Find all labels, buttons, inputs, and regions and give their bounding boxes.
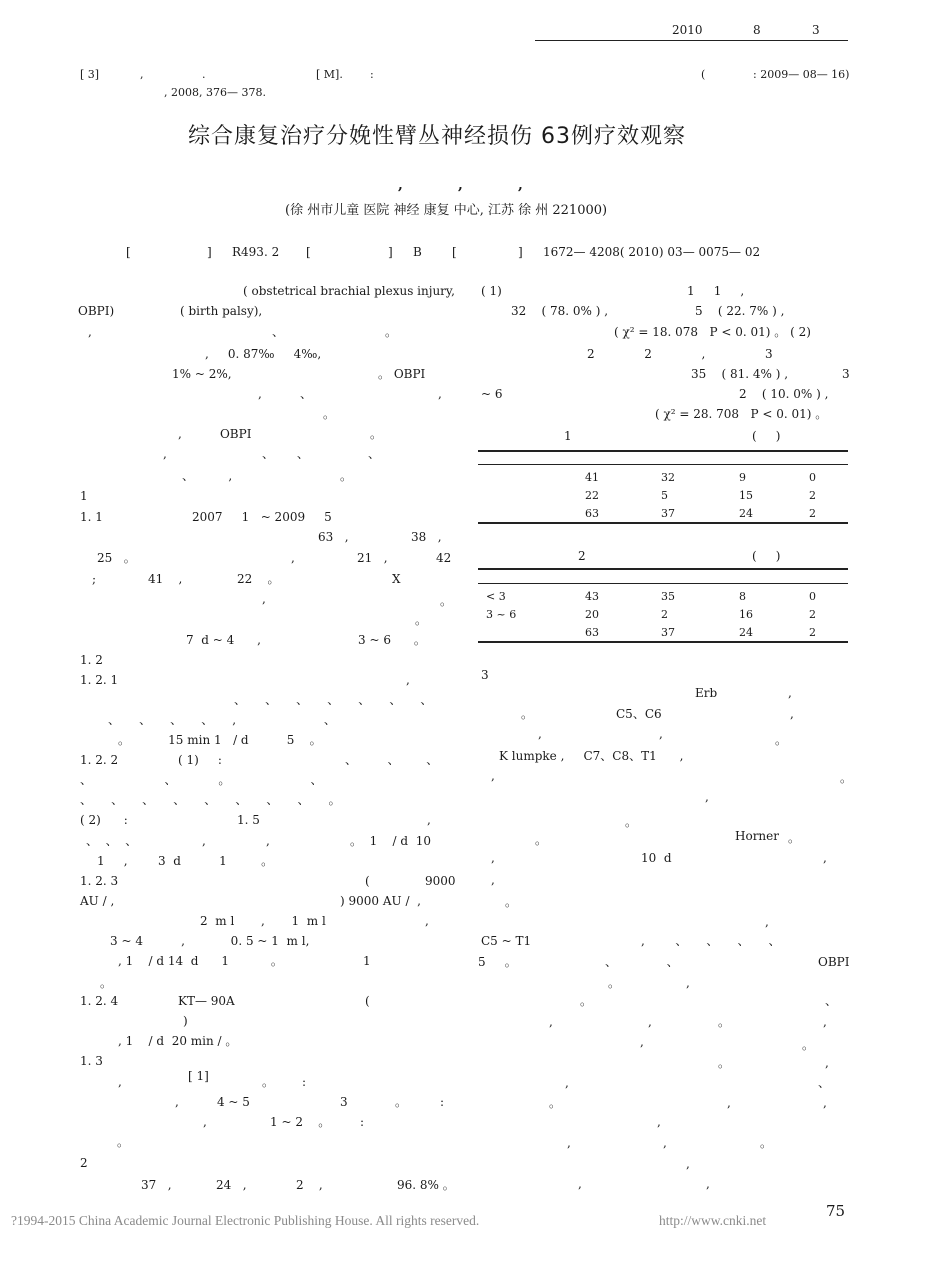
text-fragment: 。 15 min 1 / d 5 。 <box>118 733 322 747</box>
text-fragment: 1. 5 <box>237 813 260 827</box>
text-fragment: C5 ~ T1 <box>481 934 532 948</box>
table-cell: 63 <box>585 507 599 520</box>
text-fragment: 。 <box>415 613 428 627</box>
reference-colon: : <box>370 68 374 81</box>
header-volume: 8 <box>753 23 761 37</box>
text-fragment: , <box>657 1115 661 1129</box>
text-fragment: ~ 6 <box>481 387 503 401</box>
text-fragment: , <box>491 769 495 783</box>
text-fragment: Erb <box>695 686 718 700</box>
header-year: 2010 <box>672 23 703 37</box>
text-fragment: 。 OBPI <box>378 367 426 381</box>
text-fragment: 1 , 3 d 1 。 <box>97 854 274 868</box>
table-cell: 37 <box>661 507 675 520</box>
text-fragment: C5、C6 <box>616 707 662 721</box>
text-fragment: 10 d <box>641 851 672 865</box>
text-fragment: 。 <box>440 594 453 608</box>
table-cell: 8 <box>739 590 746 603</box>
text-fragment: ( 1) : <box>178 753 222 767</box>
text-fragment: 。 <box>760 1136 773 1150</box>
text-fragment: 。 <box>323 407 336 421</box>
text-fragment: 。 <box>549 1096 562 1110</box>
text-fragment: , <box>202 834 206 848</box>
article-title: 综合康复治疗分娩性臂丛神经损伤 63例疗效观察 <box>188 124 686 149</box>
doc-code-bracket-open: [ <box>306 245 311 259</box>
text-fragment: 41 , <box>148 572 183 586</box>
text-fragment: 22 。 <box>237 572 280 586</box>
text-fragment: 、 <box>272 325 285 339</box>
text-fragment: , <box>438 387 442 401</box>
text-fragment: , <box>765 915 769 929</box>
text-fragment: : <box>302 1075 307 1089</box>
text-fragment: 。 <box>100 976 113 990</box>
table-cell: 0 <box>809 590 816 603</box>
text-fragment: , 0. 87‰ 4‰, <box>205 347 322 361</box>
text-fragment: 1. 2 <box>80 653 103 667</box>
text-fragment: Horner <box>735 829 779 843</box>
text-fragment: 1 ~ 2 。 <box>270 1115 331 1129</box>
text-fragment: 。 <box>625 815 638 829</box>
text-fragment: 3 ~ 6 。 <box>358 633 426 647</box>
text-fragment: , <box>565 1076 569 1090</box>
author-separator-3: , <box>518 177 523 193</box>
received-date: : 2009— 08— 16) <box>753 68 850 81</box>
text-fragment: , <box>291 551 295 565</box>
table-1-top-rule <box>478 450 848 452</box>
table-cell: 20 <box>585 608 599 621</box>
table-cell: 32 <box>661 471 675 484</box>
text-fragment: 。 <box>718 1015 731 1029</box>
table-1-number: 1 <box>564 429 572 443</box>
article-id-bracket-open: [ <box>452 245 457 259</box>
text-fragment: 5 。 <box>478 955 517 969</box>
text-fragment: 。 <box>608 976 621 990</box>
text-fragment: 3 <box>340 1095 348 1109</box>
table-2-unit: ( ) <box>752 549 781 563</box>
text-fragment: 1 <box>80 489 88 503</box>
table-cell: 2 <box>809 608 816 621</box>
text-fragment: , <box>823 851 827 865</box>
affiliation: (徐 州市儿童 医院 神经 康复 中心, 江苏 徐 州 221000) <box>285 203 608 218</box>
text-fragment: 、 、 、 <box>345 753 439 767</box>
text-fragment: 96. 8% 。 <box>397 1178 455 1192</box>
table-2-number: 2 <box>578 549 586 563</box>
text-fragment: ( 2) : <box>80 813 128 827</box>
text-fragment: 2007 1 ~ 2009 5 <box>192 510 332 524</box>
table-cell: 22 <box>585 489 599 502</box>
article-number: 1672— 4208( 2010) 03— 0075— 02 <box>543 245 761 259</box>
text-fragment: ) 9000 AU / , <box>340 894 421 908</box>
text-fragment: , <box>567 1136 571 1150</box>
text-fragment: : <box>360 1115 365 1129</box>
text-fragment: , 、 <box>258 387 312 401</box>
text-fragment: 。 <box>775 733 788 747</box>
page-number: 75 <box>826 1202 846 1220</box>
text-fragment: 2 <box>80 1156 88 1170</box>
clc-number: R493. 2 <box>232 245 280 259</box>
text-fragment: , <box>491 851 495 865</box>
table-2-bottom-rule <box>478 641 848 643</box>
text-fragment: ( obstetrical brachial plexus injury, <box>243 284 455 298</box>
text-fragment: ( <box>365 994 370 1008</box>
text-fragment: 、 、 、 、 、 、 、 <box>234 693 433 707</box>
text-fragment: , <box>538 727 542 741</box>
text-fragment: 1 1 , <box>687 284 745 298</box>
text-fragment: 2 , <box>296 1178 323 1192</box>
text-fragment: 25 。 <box>97 551 136 565</box>
text-fragment: 。 <box>505 895 518 909</box>
text-fragment: , <box>686 1157 690 1171</box>
keywords-bracket-open: [ <box>126 245 131 259</box>
table-cell: 2 <box>661 608 668 621</box>
text-fragment: , <box>427 813 431 827</box>
text-fragment: 。 <box>262 1075 275 1089</box>
table-1-header-rule <box>478 464 848 465</box>
header-issue: 3 <box>812 23 820 37</box>
text-fragment: 。 <box>117 1135 130 1149</box>
text-fragment: , <box>823 1015 827 1029</box>
header-rule <box>535 40 848 41</box>
text-fragment: 2 m l , 1 m l <box>200 914 326 928</box>
text-fragment: , <box>825 1056 829 1070</box>
text-fragment: OBPI) <box>78 304 115 318</box>
reference-mark-1: , <box>140 68 144 81</box>
table-cell: 3 ~ 6 <box>486 608 517 621</box>
text-fragment: , 、 、 、 、 <box>641 934 781 948</box>
table-cell: 63 <box>585 626 599 639</box>
text-fragment: , <box>788 686 792 700</box>
text-fragment: [ 1] <box>188 1069 209 1083</box>
reference-number: [ 3] <box>80 68 100 81</box>
text-fragment: 5 ( 22. 7% ) , <box>695 304 785 318</box>
text-fragment: , <box>406 673 410 687</box>
doc-code-bracket-close: ] <box>388 245 393 259</box>
text-fragment: 1. 2. 4 <box>80 994 119 1008</box>
table-2-top-rule <box>478 568 848 570</box>
text-fragment: 1. 3 <box>80 1054 103 1068</box>
table-cell: 15 <box>739 489 753 502</box>
table-1-bottom-rule <box>478 522 848 524</box>
text-fragment: 、 <box>825 994 838 1008</box>
text-fragment: 3 <box>765 347 773 361</box>
text-fragment: , <box>549 1015 553 1029</box>
text-fragment: , OBPI <box>178 427 252 441</box>
table-2-header-rule <box>478 583 848 584</box>
text-fragment: 。 <box>718 1056 731 1070</box>
reference-line-2: , 2008, 376— 378. <box>164 86 266 99</box>
text-fragment: 。 <box>370 427 383 441</box>
text-fragment: , <box>266 834 270 848</box>
text-fragment: , <box>727 1096 731 1110</box>
text-fragment: 。 <box>521 707 534 721</box>
text-fragment: ) <box>183 1014 188 1028</box>
table-cell: 2 <box>809 626 816 639</box>
table-cell: 43 <box>585 590 599 603</box>
text-fragment: : <box>440 1095 445 1109</box>
text-fragment: 9000 <box>425 874 456 888</box>
text-fragment: AU / , <box>80 894 115 908</box>
text-fragment: , <box>640 1035 644 1049</box>
text-fragment: KT— 90A <box>178 994 235 1008</box>
text-fragment: 1. 2. 1 <box>80 673 119 687</box>
text-fragment: 、 <box>368 447 381 461</box>
text-fragment: , 1 / d 14 d 1 。 <box>118 954 283 968</box>
text-fragment: , <box>790 707 794 721</box>
reference-type: [ M]. <box>316 68 343 81</box>
table-cell: 0 <box>809 471 816 484</box>
table-cell: 41 <box>585 471 599 484</box>
text-fragment: 。 <box>340 469 353 483</box>
text-fragment: 。 <box>395 1095 408 1109</box>
text-fragment: 、 、 、 、 、 、 、 、 。 <box>80 793 341 807</box>
text-fragment: , <box>705 790 709 804</box>
text-fragment: , <box>491 873 495 887</box>
text-fragment: , <box>823 1096 827 1110</box>
text-fragment: 。 <box>788 831 801 845</box>
text-fragment: 7 d ~ 4 , <box>186 633 261 647</box>
text-fragment: , <box>163 447 167 461</box>
text-fragment: 、 、 、 <box>86 834 138 848</box>
text-fragment: 、 、 。 、 <box>80 773 323 787</box>
text-fragment: 1% ~ 2%, <box>172 367 232 381</box>
text-fragment: , <box>659 727 663 741</box>
text-fragment: 3 ~ 4 , 0. 5 ~ 1 m l, <box>110 934 310 948</box>
text-fragment: ( χ² = 28. 708 P < 0. 01) 。 <box>655 407 828 421</box>
text-fragment: 35 ( 81. 4% ) , <box>691 367 789 381</box>
text-fragment: ( 1) <box>481 284 502 298</box>
text-fragment: 38 , <box>411 530 442 544</box>
text-fragment: 、 、 <box>605 955 679 969</box>
table-cell: < 3 <box>486 590 506 603</box>
text-fragment: 。 <box>385 325 398 339</box>
received-open-paren: ( <box>701 68 706 81</box>
text-fragment: ( birth palsy), <box>180 304 263 318</box>
text-fragment: , <box>686 976 690 990</box>
text-fragment: 、 <box>818 1076 831 1090</box>
text-fragment: , <box>706 1177 710 1191</box>
text-fragment: 3 <box>481 668 489 682</box>
text-fragment: , <box>203 1115 207 1129</box>
text-fragment: 2 ( 10. 0% ) , <box>739 387 829 401</box>
text-fragment: ( <box>365 874 370 888</box>
text-fragment: 。 <box>580 994 593 1008</box>
table-cell: 9 <box>739 471 746 484</box>
text-fragment: , <box>118 1075 122 1089</box>
article-id-bracket-close: ] <box>518 245 523 259</box>
text-fragment: , <box>88 325 92 339</box>
text-fragment: , <box>663 1136 667 1150</box>
text-fragment: ; <box>92 572 97 586</box>
text-fragment: 。 <box>840 771 853 785</box>
table-cell: 2 <box>809 507 816 520</box>
text-fragment: K lumpke , C7、C8、T1 , <box>499 749 684 763</box>
text-fragment: 42 <box>436 551 452 565</box>
text-fragment: 1. 2. 3 <box>80 874 119 888</box>
table-1-unit: ( ) <box>752 429 781 443</box>
text-fragment: 37 , <box>141 1178 172 1192</box>
text-fragment: 24 , <box>216 1178 247 1192</box>
text-fragment: , <box>262 592 266 606</box>
text-fragment: 2 2 , <box>587 347 706 361</box>
author-separator-2: , <box>458 177 463 193</box>
text-fragment: 1. 2. 2 <box>80 753 119 767</box>
table-cell: 2 <box>809 489 816 502</box>
text-fragment: 1. 1 <box>80 510 103 524</box>
text-fragment: 。 <box>535 833 548 847</box>
table-cell: 35 <box>661 590 675 603</box>
footer-url[interactable]: http://www.cnki.net <box>659 1213 767 1228</box>
text-fragment: , 1 / d 20 min / 。 <box>118 1034 238 1048</box>
document-code: B <box>413 245 422 259</box>
copyright-notice: ?1994-2015 China Academic Journal Electronic Publishing House. All rights reserved. <box>11 1213 480 1228</box>
table-cell: 37 <box>661 626 675 639</box>
text-fragment: 21 , <box>357 551 388 565</box>
table-cell: 24 <box>739 507 753 520</box>
text-fragment: 32 ( 78. 0% ) , <box>511 304 609 318</box>
text-fragment: ( χ² = 18. 078 P < 0. 01) 。 ( 2) <box>614 325 811 339</box>
text-fragment: , 4 ~ 5 <box>175 1095 250 1109</box>
table-cell: 16 <box>739 608 753 621</box>
text-fragment: 63 , <box>318 530 349 544</box>
text-fragment: X <box>392 572 401 586</box>
text-fragment: 。 <box>802 1038 815 1052</box>
text-fragment: OBPI <box>818 955 850 969</box>
text-fragment: 、 、 <box>262 447 309 461</box>
reference-mark-2: . <box>202 68 206 81</box>
table-cell: 5 <box>661 489 668 502</box>
table-cell: 24 <box>739 626 753 639</box>
text-fragment: 3 <box>842 367 850 381</box>
text-fragment: 1 <box>363 954 371 968</box>
text-fragment: , <box>578 1177 582 1191</box>
author-separator-1: , <box>398 177 403 193</box>
text-fragment: 、 、 、 、 , 、 <box>108 713 336 727</box>
text-fragment: , <box>648 1015 652 1029</box>
text-fragment: 。 1 / d 10 <box>350 834 431 848</box>
keywords-bracket-close: ] <box>207 245 212 259</box>
text-fragment: 、 , <box>182 469 233 483</box>
text-fragment: , <box>425 914 429 928</box>
